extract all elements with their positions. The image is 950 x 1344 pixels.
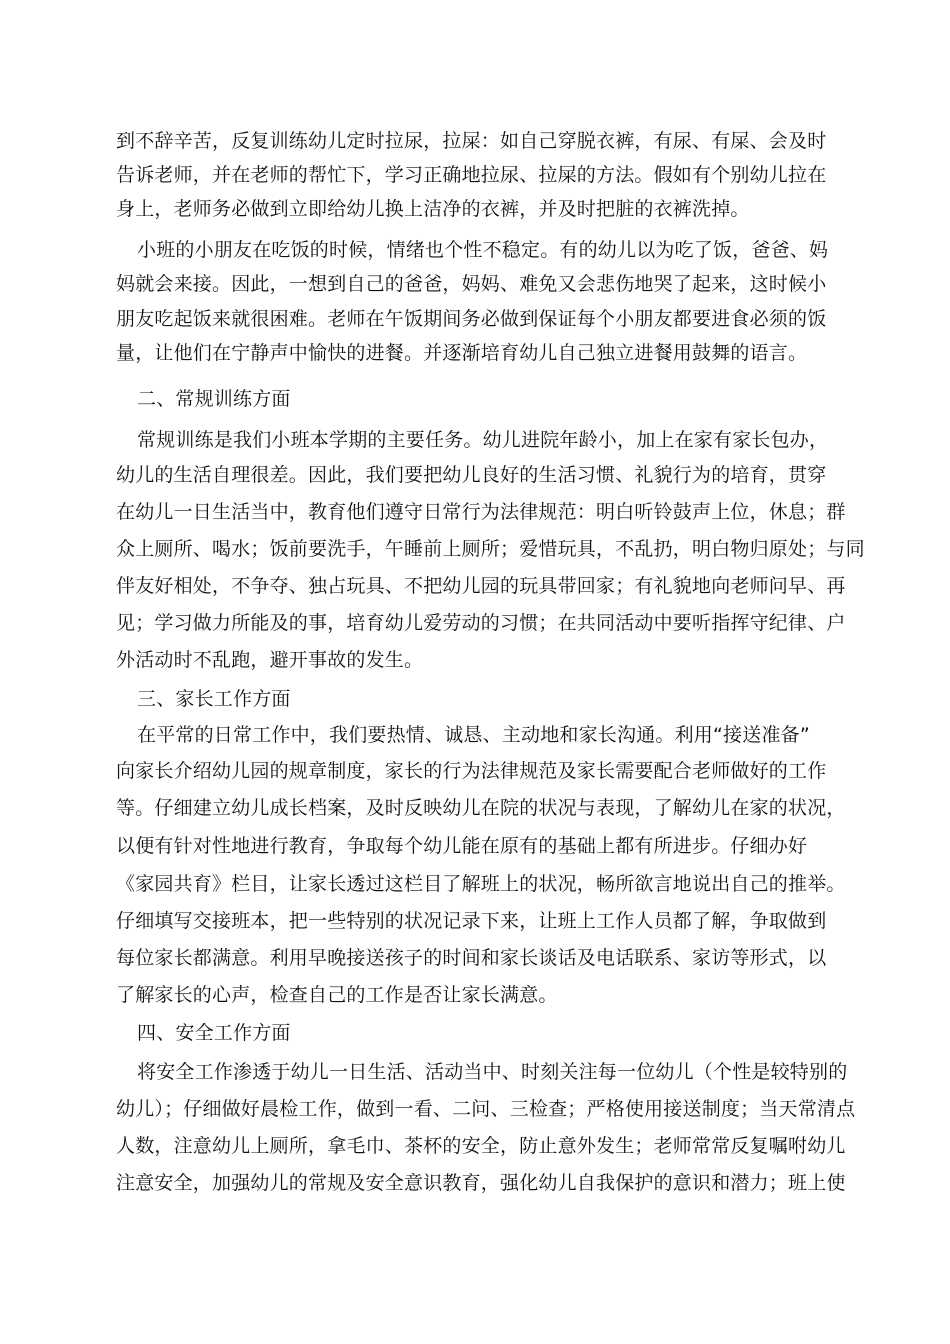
text-line-5: 妈就会来接。因此，一想到自己的爸爸，妈妈、难免又会悲伤地哭了起来，这时候小 [116, 273, 827, 295]
text-line-13: 伴友好相处，不争夺、独占玩具、不把幼儿园的玩具带回家；有礼貌地向老师问早、再 [116, 575, 846, 597]
text-line-7: 量，让他们在宁静声中愉快的进餐。并逐渐培育幼儿自己独立进餐用鼓舞的语言。 [116, 342, 808, 364]
text-line-23: 每位家长都满意。利用早晚接送孩子的时间和家长谈话及电话联系、家访等形式，以 [116, 947, 827, 969]
text-line-18: 向家长介绍幼儿园的规章制度，家长的行为法律规范及家长需要配合老师做好的工作 [116, 760, 827, 782]
text-line-9: 常规训练是我们小班本学期的主要任务。幼儿进院年龄小，加上在家有家长包办， [137, 429, 829, 451]
text-line-1: 到不辞辛苦，反复训练幼儿定时拉尿，拉屎：如自己穿脱衣裤，有尿、有屎、会及时 [116, 130, 827, 152]
text-line-14: 见；学习做力所能及的事，培育幼儿爱劳动的习惯；在共同活动中要听指挥守纪律、户 [116, 612, 846, 634]
text-line-10: 幼儿的生活自理很差。因此，我们要把幼儿良好的生活习惯、礼貌行为的培育，贯穿 [116, 464, 827, 486]
section-heading-2: 二、常规训练方面 [137, 388, 291, 410]
text-line-29: 注意安全，加强幼儿的常规及安全意识教育，强化幼儿自我保护的意识和潜力；班上使 [116, 1172, 846, 1194]
text-line-3: 身上，老师务必做到立即给幼儿换上洁净的衣裤，并及时把脏的衣裤洗掉。 [116, 198, 750, 220]
text-line-28: 人数，注意幼儿上厕所，拿毛巾、茶杯的安全，防止意外发生；老师常常反复嘱咐幼儿 [116, 1135, 846, 1157]
text-line-27: 幼儿）；仔细做好晨检工作，做到一看、二问、三检查；严格使用接送制度；当天常清点 [116, 1098, 856, 1120]
text-line-22: 仔细填写交接班本，把一些特别的状况记录下来，让班上工作人员都了解，争取做到 [116, 910, 827, 932]
text-line-21: 《家园共育》栏目，让家长透过这栏目了解班上的状况，畅所欲言地说出自己的推举。 [116, 873, 846, 895]
text-line-19: 等。仔细建立幼儿成长档案，及时反映幼儿在院的状况与表现，了解幼儿在家的状况， [116, 797, 846, 819]
text-line-17: 在平常的日常工作中，我们要热情、诚恳、主动地和家长沟通。利用“接送准备” [137, 724, 810, 746]
section-heading-4: 四、安全工作方面 [137, 1022, 291, 1044]
text-line-11: 在幼儿一日生活当中，教育他们遵守日常行为法律规范：明白听铃鼓声上位，休息；群 [116, 501, 846, 523]
text-line-15: 外活动时不乱跑，避开事故的发生。 [116, 649, 424, 671]
text-line-26: 将安全工作渗透于幼儿一日生活、活动当中、时刻关注每一位幼儿（个性是较特别的 [137, 1061, 848, 1083]
text-line-12: 众上厕所、喝水；饭前要洗手，午睡前上厕所；爱惜玩具，不乱扔，明白物归原处；与同 [116, 538, 865, 560]
text-line-6: 朋友吃起饭来就很困难。老师在午饭期间务必做到保证每个小朋友都要进食必须的饭 [116, 308, 827, 330]
text-line-24: 了解家长的心声，检查自己的工作是否让家长满意。 [116, 984, 558, 1006]
text-line-2: 告诉老师，并在老师的帮忙下，学习正确地拉尿、拉屎的方法。假如有个别幼儿拉在 [116, 164, 827, 186]
text-line-4: 小班的小朋友在吃饭的时候，情绪也个性不稳定。有的幼儿以为吃了饭，爸爸、妈 [137, 239, 829, 261]
section-heading-3: 三、家长工作方面 [137, 688, 291, 710]
text-line-20: 以便有针对性地进行教育，争取每个幼儿能在原有的基础上都有所进步。仔细办好 [116, 835, 808, 857]
